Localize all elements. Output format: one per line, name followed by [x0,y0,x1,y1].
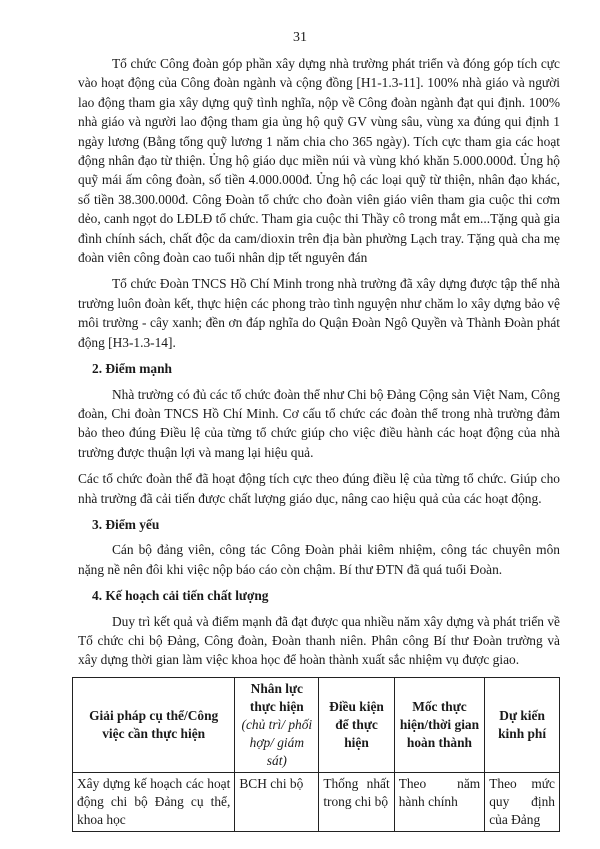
paragraph-youth-union: Tổ chức Đoàn TNCS Hồ Chí Minh trong nhà trường đã xây dựng được tập thể nhà trường luôn đoàn kết, thực hiện các phong trào tình nguyện như chăm lo xây dựng bảo vệ môi trường - cây xanh; đền ơn đáp nghĩa do Quận Đoàn Ngô Quyền và Thành Đoàn phát động [H3-1.3-14]. [78,276,560,350]
header-personnel-title: Nhân lực thực hiện [249,680,304,714]
cell-solution: Xây dựng kế hoạch các hoạt động chi bộ Đảng cụ thể, khoa học [73,772,235,831]
page-number: 31 [293,30,307,45]
paragraph-weaknesses: Cán bộ đảng viên, công tác Công Đoàn phải kiêm nhiệm, công tác chuyên môn nặng nề nên đôi khi việc nộp báo cáo còn chậm. Bí thư ĐTN đã quá tuổi Đoàn. [78,542,560,577]
improvement-plan-table [72,677,560,832]
header-personnel [235,677,319,772]
table-row [73,772,560,831]
header-solution: Giải pháp cụ thể/Công việc cần thực hiện [73,677,235,772]
cell-conditions: Thống nhất trong chi bộ [319,772,394,831]
header-budget: Dự kiến kinh phí [485,677,560,772]
paragraph-trade-union: Tổ chức Công đoàn góp phần xây dựng nhà trường phát triển và đóng góp tích cực vào hoạt động của Công đoàn ngành và cộng đồng [H1-1.3-11]. 100% nhà giáo và người lao động tham gia xây dựng quỹ tình nghĩa, nộp về Công đoàn ngành đạt qui định. 100% nhà giáo và người lao động tham gia ủng hộ quỹ GV vùng sâu, vùng xa đúng qui định 1 ngày lương (Bằng tổng quỹ lương 1 năm chia cho 365 ngày). Tích cực tham gia các hoạt động nhân đạo từ thiện. Ủng hộ giáo dục miền núi và vùng khó khăn 5.000.000đ. Ủng hộ quỹ mái ấm công đoàn, số tiền 4.000.000đ. Ủng hộ các loại quỹ từ thiện, nhân đạo khác, số tiền 38.300.000đ. Công Đoàn tổ chức cho đoàn viên giáo viên tham gia cuộc thi cơm dẻo, canh ngọt do LĐLĐ tổ chức. Tham gia cuộc thi Thầy cô trong mắt em...Tặng quà gia đình chính sách, chất độc da cam/dioxin trên địa bàn phường Lạch tray. Tặng quà cha mẹ đoàn viên công đoàn cao tuổi nhân dịp tết nguyên đán [78,56,560,266]
heading-weaknesses: 3. Điểm yếu [92,516,160,532]
cell-personnel: BCH chi bộ [235,772,319,831]
paragraph-improvement-plan: Duy trì kết quả và điểm mạnh đã đạt được qua nhiều năm xây dựng và phát triển về Tổ chức chi bộ Đảng, Công đoàn, Đoàn thanh niên. Phân công Bí thư Đoàn trường và xây dựng thời gian làm việc khoa học để hoàn thành xuất sắc nhiệm vụ được giao. [78,613,560,668]
table-header-row [73,677,560,772]
header-conditions: Điều kiện để thực hiện [319,677,394,772]
paragraph-strengths-2: Các tổ chức đoàn thể đã hoạt động tích cực theo đúng điều lệ của từng tổ chức. Giúp cho nhà trường đã cải tiến được chất lượng giáo dục, nâng cao hiệu quả của các hoạt động. [78,471,560,506]
cell-timeline: Theo năm hành chính [394,772,485,831]
heading-improvement-plan: 4. Kế hoạch cải tiến chất lượng [92,588,269,604]
page-content [78,54,560,832]
heading-strengths: 2. Điểm mạnh [92,361,172,377]
header-timeline: Mốc thực hiện/thời gian hoàn thành [394,677,485,772]
paragraph-strengths-1: Nhà trường có đủ các tổ chức đoàn thể như Chi bộ Đảng Cộng sản Việt Nam, Công đoàn, Chi đoàn TNCS Hồ Chí Minh. Cơ cấu tổ chức các đoàn thể trong nhà trường đảm bảo theo đúng Điều lệ của từng tổ chức giúp cho việc điều hành các hoạt động của nhà trường được thuận lợi và mang lại hiệu quả. [78,386,560,460]
header-personnel-note: (chủ trì/ phối hợp/ giám sát) [241,716,313,768]
cell-budget: Theo mức quy định của Đảng [485,772,560,831]
